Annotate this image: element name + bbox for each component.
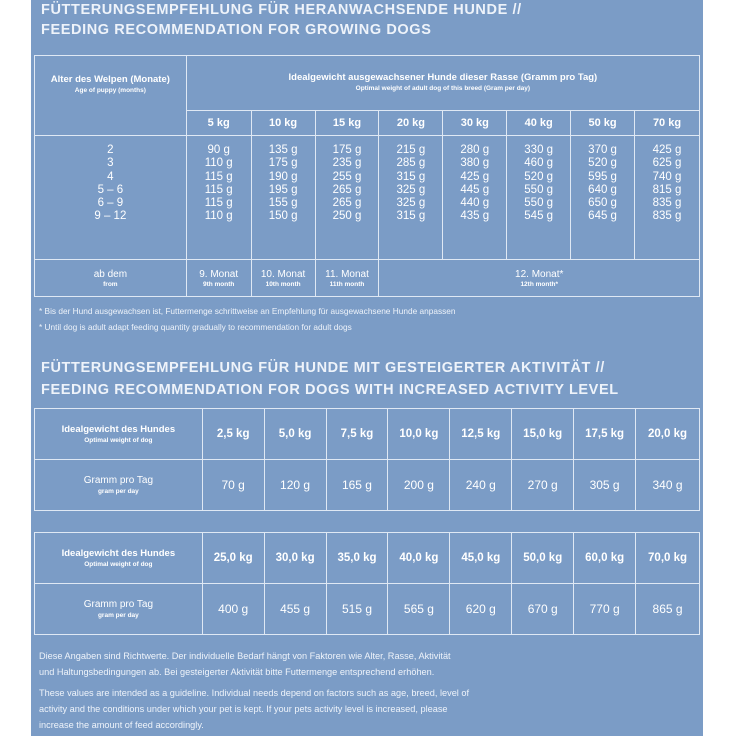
feeding-chart-page [31,0,703,736]
from-month-en: 10th month [265,280,301,288]
gram-value: 195 g [268,183,298,196]
gram-value: 135 g [268,144,298,156]
footer-line: activity and the conditions under which your pet is kept. If your pets activity level is increased, please [39,704,448,714]
gram-value: 265 g [332,197,362,210]
gram-value: 545 g [524,210,554,223]
gram-value: 115 g [204,183,233,196]
gram-value: 550 g [524,197,554,210]
gram-label-cell [35,460,203,511]
weight-header-cell [186,56,699,111]
from-month-en: 9th month [202,280,235,288]
from-cell-5kg [186,260,251,297]
weight-header-en: Optimal weight of adult dog of this breed (Gram per day) [355,85,531,92]
gram-value: 235 g [332,157,362,170]
gram-value: 325 g [396,197,426,210]
gram-value: 440 g [460,197,490,210]
gram-value: 645 g [588,210,617,223]
values-col-50kg [571,136,635,260]
gram-value: 425 g [460,170,490,183]
values-col-10kg [251,136,315,260]
weight-label-cell [35,409,203,460]
gram-value: 115 g [204,197,233,210]
gram-value: 595 g [588,170,617,183]
gram-value: 835 g [652,210,682,223]
gram-value: 305 g [574,460,636,511]
from-cell-20-70kg [379,260,700,297]
gram-value: 565 g [388,584,450,635]
age-header-de: Alter des Welpen (Monate) [50,74,170,85]
from-cell-10kg [251,260,315,297]
weight-col-70kg: 70 kg [635,111,700,136]
age-header-cell [35,56,187,136]
gram-value: 815 g [652,183,682,196]
age-value: 5 – 6 [97,183,124,196]
gram-value: 315 g [396,210,426,223]
growing-dogs-table [34,55,700,297]
weight-value: 45,0 kg [450,533,512,584]
gram-value: 250 g [332,210,362,223]
values-col-70kg [635,136,700,260]
from-month-en: 12th month* [520,280,558,288]
gram-value: 445 g [460,183,490,196]
from-label-de: ab dem [93,268,128,280]
footer-line: Diese Angaben sind Richtwerte. Der individuelle Bedarf hängt von Faktoren wie Alter, Rasse, Aktivität [39,651,451,661]
from-label-cell [35,260,187,297]
weight-header-de: Idealgewicht ausgewachsener Hunde dieser Rasse (Gramm pro Tag) [288,72,598,83]
gram-value: 90 g [207,144,230,156]
gram-label-de: Gramm pro Tag [83,599,154,610]
gram-value: 520 g [588,157,617,170]
age-value: 2 [107,144,114,156]
weight-col-40kg: 40 kg [507,111,571,136]
weight-col-5kg: 5 kg [186,111,251,136]
gram-value: 865 g [636,584,700,635]
weight-col-10kg: 10 kg [251,111,315,136]
gram-value: 155 g [268,197,298,210]
age-value: 4 [107,170,114,183]
gram-value: 520 g [524,170,554,183]
gram-value: 110 g [204,157,233,170]
from-month-de: 10. Monat [260,268,306,280]
weight-value: 7,5 kg [326,409,388,460]
gram-value: 265 g [332,183,362,196]
age-list [35,136,187,260]
weight-value: 15,0 kg [512,409,574,460]
from-label-en: from [103,280,118,288]
from-cell-15kg [315,260,379,297]
footnote-de: * Bis der Hund ausgewachsen ist, Futtermenge schrittweise an Empfehlung für ausgewachsene Hunde anpassen [39,306,456,316]
weight-value: 10,0 kg [388,409,450,460]
gram-value: 330 g [524,144,554,156]
weight-value: 12,5 kg [450,409,512,460]
gram-value: 175 g [332,144,362,156]
weight-value: 5,0 kg [264,409,326,460]
weight-value: 70,0 kg [636,533,700,584]
gram-label-en: gram per day [97,612,139,619]
gram-value: 215 g [396,144,426,156]
section1-title-en: FEEDING RECOMMENDATION FOR GROWING DOGS [41,22,432,38]
values-col-5kg [186,136,251,260]
gram-label-de: Gramm pro Tag [83,475,154,486]
weight-value: 25,0 kg [202,533,264,584]
weight-col-30kg: 30 kg [443,111,507,136]
gram-value: 115 g [204,170,233,183]
gram-value: 240 g [450,460,512,511]
weight-value: 60,0 kg [574,533,636,584]
gram-label-en: gram per day [97,488,139,495]
gram-value: 460 g [524,157,554,170]
gram-value: 280 g [460,144,490,156]
weight-value: 2,5 kg [202,409,264,460]
gram-value: 770 g [574,584,636,635]
activity-table-small [34,408,700,511]
footer-line: These values are intended as a guideline. Individual needs depend on factors such as age, breed, level of [39,688,470,698]
age-value: 3 [107,157,114,170]
weight-label-en: Optimal weight of dog [84,561,153,568]
age-value: 9 – 12 [94,210,127,223]
footer-line: und Haltungsbedingungen ab. Bei gesteigerter Aktivität bitte Futtermenge entsprechend erhöhen. [39,667,435,677]
gram-value: 650 g [588,197,617,210]
section1-title-de: FÜTTERUNGSEMPFEHLUNG FÜR HERANWACHSENDE HUNDE // [41,2,522,18]
gram-value: 640 g [588,183,617,196]
weight-value: 40,0 kg [388,533,450,584]
from-month-de: 12. Monat* [515,268,564,280]
gram-value: 370 g [588,144,617,156]
values-col-15kg [315,136,379,260]
gram-value: 70 g [202,460,264,511]
footnote-en: * Until dog is adult adapt feeding quantity gradually to recommendation for adult dogs [39,322,352,332]
gram-value: 175 g [268,157,298,170]
gram-value: 340 g [636,460,700,511]
gram-value: 400 g [202,584,264,635]
weight-col-20kg: 20 kg [379,111,443,136]
section2-title-en: FEEDING RECOMMENDATION FOR DOGS WITH INCREASED ACTIVITY LEVEL [41,382,619,398]
gram-value: 455 g [264,584,326,635]
gram-value: 190 g [268,170,298,183]
age-header-en: Age of puppy (months) [74,87,146,94]
weight-col-15kg: 15 kg [315,111,379,136]
values-col-20kg [379,136,443,260]
gram-value: 150 g [268,210,298,223]
gram-value: 270 g [512,460,574,511]
gram-value: 620 g [450,584,512,635]
weight-col-50kg: 50 kg [571,111,635,136]
from-month-de: 11. Monat [325,268,369,280]
gram-value: 255 g [332,170,362,183]
weight-value: 20,0 kg [636,409,700,460]
age-value: 6 – 9 [97,197,124,210]
values-col-30kg [443,136,507,260]
activity-table-large [34,532,700,635]
gram-value: 515 g [326,584,388,635]
section2-title-de: FÜTTERUNGSEMPFEHLUNG FÜR HUNDE MIT GESTEIGERTER AKTIVITÄT // [41,360,605,376]
gram-value: 435 g [460,210,490,223]
gram-value: 425 g [652,144,682,156]
weight-label-cell [35,533,203,584]
values-col-40kg [507,136,571,260]
gram-value: 120 g [264,460,326,511]
gram-value: 200 g [388,460,450,511]
gram-value: 550 g [524,183,554,196]
footer-line: increase the amount of feed accordingly. [39,720,204,730]
gram-label-cell [35,584,203,635]
gram-value: 165 g [326,460,388,511]
weight-value: 30,0 kg [264,533,326,584]
from-month-de: 9. Monat [199,268,239,280]
gram-value: 670 g [512,584,574,635]
gram-value: 315 g [396,170,426,183]
gram-value: 740 g [652,170,682,183]
gram-value: 625 g [652,157,682,170]
from-month-en: 11th month [329,280,365,288]
gram-value: 835 g [652,197,682,210]
weight-value: 35,0 kg [326,533,388,584]
weight-label-de: Idealgewicht des Hundes [61,424,176,435]
weight-label-de: Idealgewicht des Hundes [61,548,176,559]
gram-value: 325 g [396,183,426,196]
gram-value: 380 g [460,157,490,170]
weight-value: 17,5 kg [574,409,636,460]
gram-value: 110 g [204,210,233,223]
weight-value: 50,0 kg [512,533,574,584]
weight-label-en: Optimal weight of dog [84,437,153,444]
gram-value: 285 g [396,157,426,170]
